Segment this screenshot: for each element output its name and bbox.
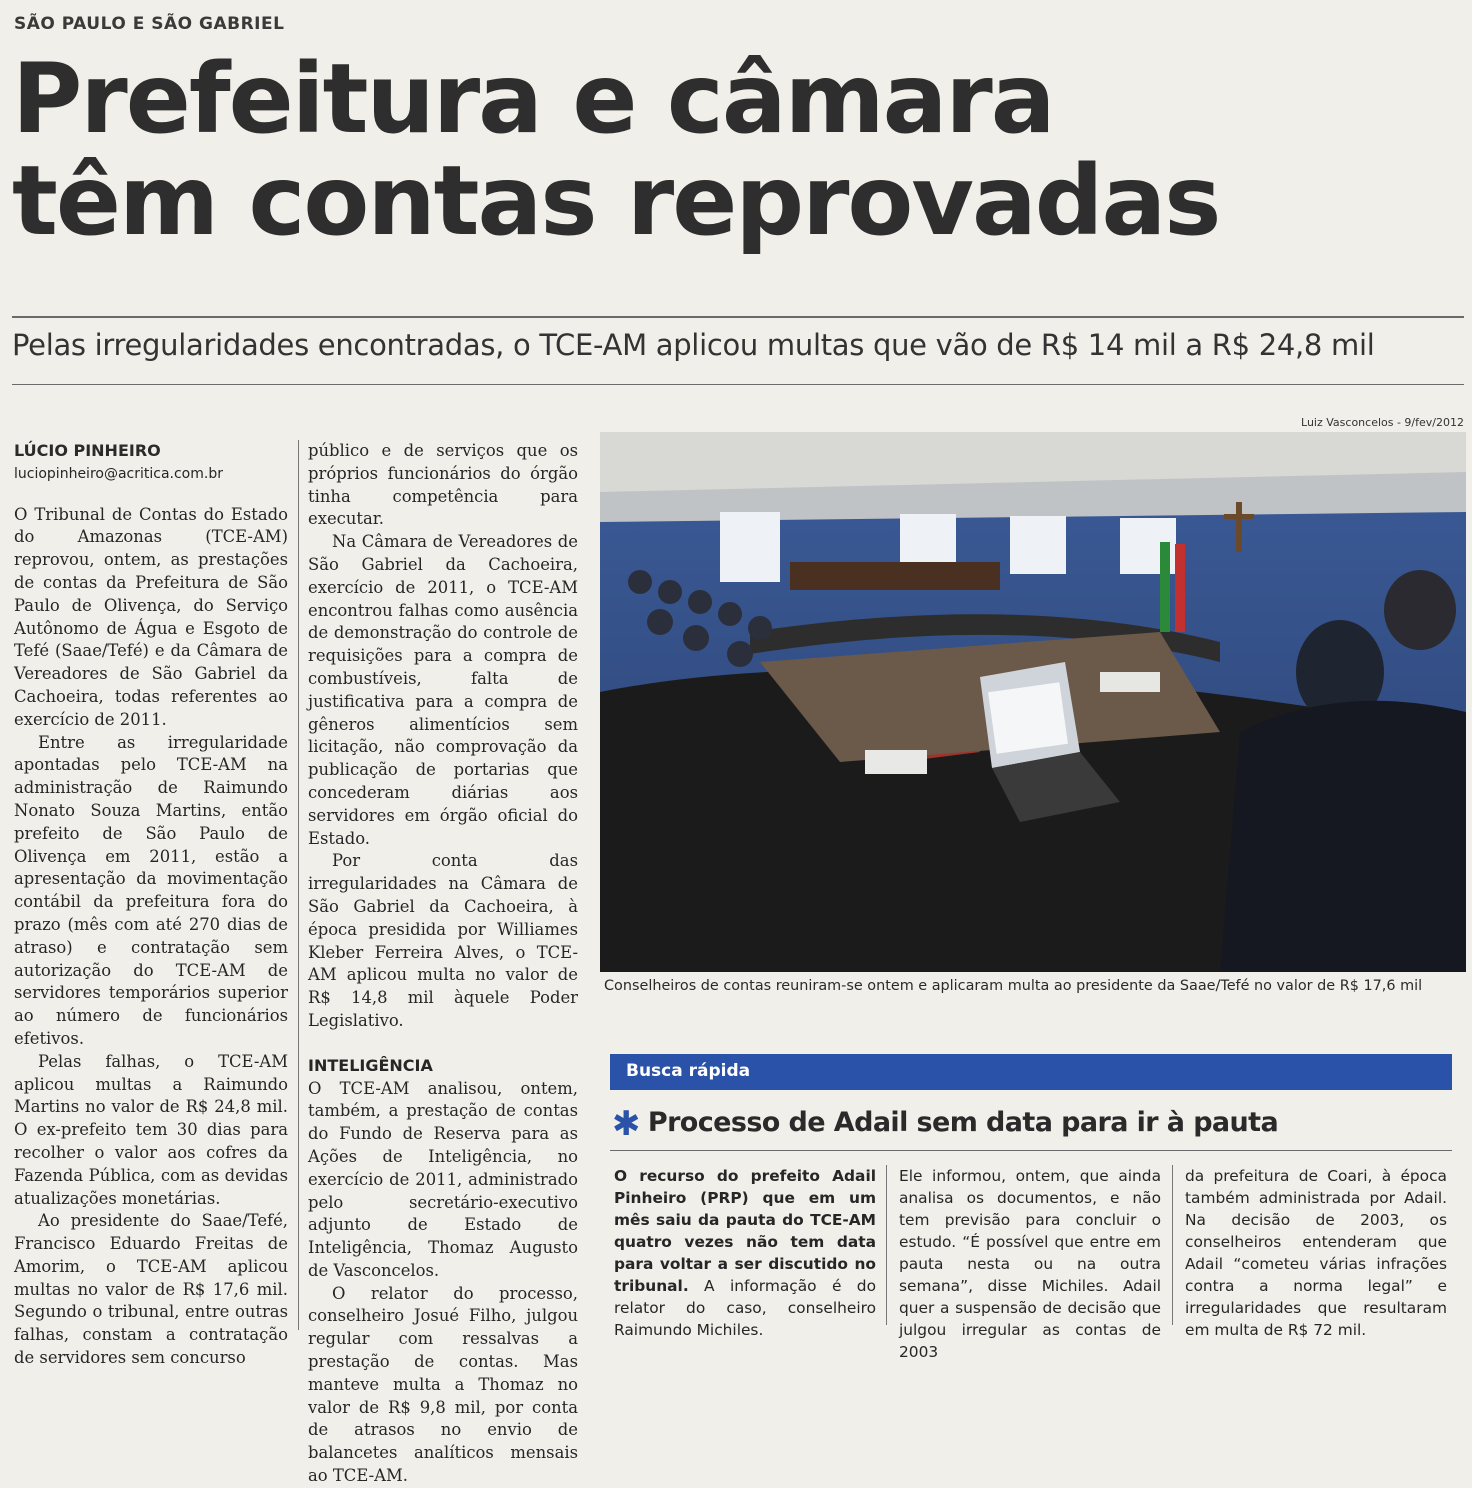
- photo-caption: Conselheiros de contas reuniram-se ontem e aplicaram multa ao presidente da Saae/Tefé no valor de R$ 17,6 mil: [604, 978, 1423, 994]
- headline-rule: [12, 316, 1464, 318]
- asterisk-icon: ✱: [612, 1104, 640, 1144]
- headline-line-2: têm contas reprovadas: [12, 145, 1220, 257]
- quick-search-header: Busca rápida: [610, 1054, 1452, 1090]
- paragraph: Na Câmara de Vereadores de São Gabriel da Cachoeira, exercício de 2011, o TCE-AM encontrou falhas como ausência de demonstração do controle de requisições para a compra de combustíveis, falta de justificativa para a compra de gêneros alimentícios sem licitação, não comprovação da publicação de portarias que concederam diárias aos servidores em órgão oficial do Estado.: [308, 532, 578, 848]
- paragraph: O Tribunal de Contas do Estado do Amazonas (TCE-AM) reprovou, ontem, as prestações de contas da Prefeitura de São Paulo de Olivença, do Serviço Autônomo de Água e Esgoto de Tefé (Saae/Tefé) e da Câmara de Vereadores de São Gabriel da Cachoeira, todas referentes ao exercício de 2011.: [14, 504, 288, 729]
- paragraph: Por conta das irregularidades na Câmara de São Gabriel da Cachoeira, à época presidida por Williames Kleber Ferreira Alves, o TCE-AM aplicou multa no valor de R$ 14,8 mil àquele Poder Legislativo.: [308, 851, 578, 1030]
- headline-line-1: Prefeitura e câmara: [12, 43, 1054, 155]
- sidebox-rule: [610, 1150, 1452, 1151]
- column-divider: [298, 440, 299, 1330]
- sidebox-column-1: [614, 1165, 876, 1341]
- paragraph: Ao presidente do Saae/Tefé, Francisco Eduardo Freitas de Amorim, o TCE-AM aplicou multas no valor de R$ 17,6 mil. Segundo o tribunal, entre outras falhas, constam a contratação de servidores sem concurso: [14, 1211, 288, 1368]
- courtroom-photo: [600, 432, 1466, 972]
- subheadline-rule: [12, 384, 1464, 385]
- byline-email: luciopinheiro@acritica.com.br: [14, 465, 223, 482]
- subheadline: Pelas irregularidades encontradas, o TCE-AM aplicou multas que vão de R$ 14 mil a R$ 24,8 mil: [12, 328, 1375, 362]
- sidebox-divider: [886, 1165, 887, 1325]
- section-subtitle: INTELIGÊNCIA: [308, 1055, 433, 1075]
- section-label: SÃO PAULO E SÃO GABRIEL: [14, 14, 285, 34]
- paragraph: Entre as irregularidade apontadas pelo TCE-AM na administração de Raimundo Nonato Souza Martins, então prefeito de São Paulo de Olivença em 2011, estão a apresentação da movimentação contábil da prefeitura fora do prazo (mês com até 270 dias de atraso) e contratação sem autorização do TCE-AM de servidores temporários superior ao número de funcionários efetivos.: [14, 732, 288, 1048]
- article-column-1: [14, 440, 288, 1370]
- sidebox-lead: O recurso do prefeito Adail Pinheiro (PRP) que em um mês saiu da pauta do TCE-AM quatro vezes não tem data para voltar a ser discutido no tribunal.: [614, 1167, 876, 1295]
- headline: [12, 43, 1462, 257]
- sidebox-column-2: Ele informou, ontem, que ainda analisa os documentos, e não tem previsão para concluir o estudo. “É possível que entre em pauta nesta ou na outra semana”, disse Michiles. Adail quer a suspensão de decisão que julgou irregular as contas de 2003: [899, 1167, 1161, 1361]
- photo-credit: Luiz Vasconcelos - 9/fev/2012: [1301, 416, 1464, 429]
- courtroom-illustration: [600, 432, 1466, 972]
- sidebox-divider: [1172, 1165, 1173, 1325]
- paragraph: O relator do processo, conselheiro Josué Filho, julgou regular com ressalvas a prestação de contas. Mas manteve multa a Thomaz no valor de R$ 9,8 mil, por conta de atrasos no envio de balancetes analíticos mensais ao TCE-AM.: [308, 1283, 578, 1486]
- sidebox-column-3: da prefeitura de Coari, à época também administrada por Adail. Na decisão de 2003, os conselheiros entenderam que Adail “cometeu várias infrações contra a norma legal” e irregularidades que resultaram em multa de R$ 72 mil.: [1185, 1167, 1447, 1339]
- paragraph: O TCE-AM analisou, ontem, também, a prestação de contas do Fundo de Reserva para as Ações de Inteligência, no exercício de 2011, administrado pelo secretário-executivo adjunto de Estado de Inteligência, Thomaz Augusto de Vasconcelos.: [308, 1078, 578, 1280]
- sidebox-title: [612, 1104, 1278, 1144]
- paragraph: público e de serviços que os próprios funcionários do órgão tinha competência para executar.: [308, 441, 578, 529]
- paragraph: Pelas falhas, o TCE-AM aplicou multas a Raimundo Martins no valor de R$ 24,8 mil. O ex-prefeito tem 30 dias para recolher o valor aos cofres da Fazenda Pública, com as devidas atualizações monetárias.: [14, 1051, 288, 1208]
- sidebox-title-text: Processo de Adail sem data para ir à pauta: [647, 1107, 1279, 1138]
- sidebox-lead-rest: A informação é do relator do caso, conselheiro Raimundo Michiles.: [614, 1277, 876, 1339]
- article-column-2: [308, 440, 578, 1488]
- byline-name: LÚCIO PINHEIRO: [14, 441, 161, 460]
